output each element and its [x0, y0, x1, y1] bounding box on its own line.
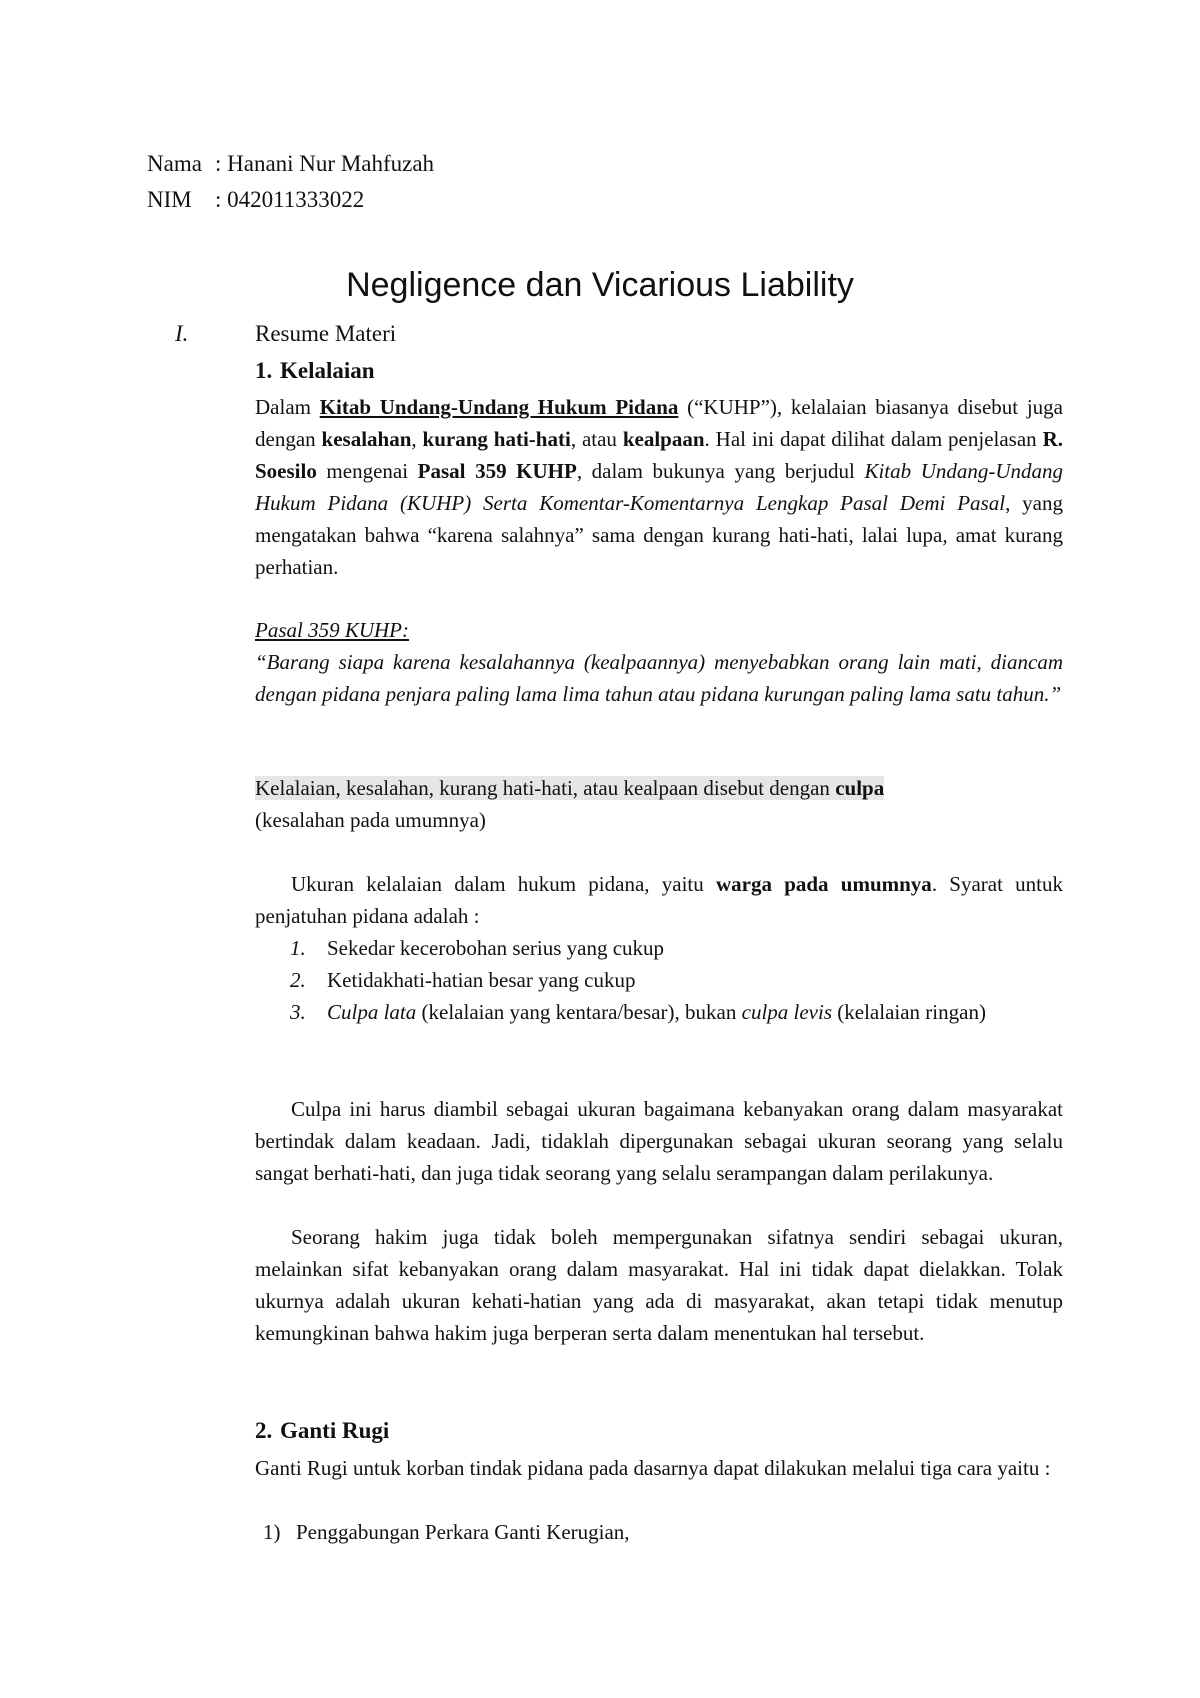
ganti-rugi-paragraph: Ganti Rugi untuk korban tindak pidana pada dasarnya dapat dilakukan melalui tiga cara yaitu :: [255, 1456, 1051, 1480]
book-title: Kitab Undang-Undang Hukum Pidana (KUHP) Serta Komentar-Komentarnya Lengkap Pasal Demi Pasal: [255, 459, 1064, 515]
list-text: Ketidakhati-hatian besar yang cukup: [327, 968, 636, 992]
culpa-lata-term: Culpa lata: [327, 1000, 417, 1024]
ukuran-term: warga pada umumnya: [715, 872, 932, 896]
ukuran-paragraph: [255, 868, 1063, 932]
pasal-quote: “Barang siapa karena kesalahannya (kealpaannya) menyebabkan orang lain mati, diancam dengan pidana penjara paling lama lima tahun atau pidana kurungan paling lama satu tahun.”: [255, 650, 1063, 706]
text-run: (kelalaian yang kentara/besar), bukan: [416, 1000, 742, 1024]
nim-line: [147, 184, 364, 216]
subsection-heading-ganti-rugi: [255, 1415, 389, 1447]
text-run: mengenai: [316, 459, 418, 483]
pasal-reference: Pasal 359 KUHP: [417, 459, 577, 483]
culpa-text-highlight: Kelalaian, kesalahan, kurang hati-hati, atau kealpaan disebut dengan: [255, 776, 836, 800]
list-text: Penggabungan Perkara Ganti Kerugian,: [296, 1520, 630, 1544]
culpa-term: culpa: [835, 776, 885, 800]
nim-label: NIM: [147, 187, 192, 212]
list-number: 2.: [290, 968, 306, 992]
culpa-measure-paragraph: Culpa ini harus diambil sebagai ukuran bagaimana kebanyakan orang dalam masyarakat bertindak dalam keadaan. Jadi, tidaklah dipergunakan sebagai ukuran seorang yang selalu sangat berhati-hati, dan juga tidak seorang yang selalu serampangan dalam perilakunya.: [255, 1097, 1063, 1185]
list-item: [290, 932, 1063, 964]
name-label: Nama: [147, 151, 202, 176]
nim-value: : 042011333022: [215, 187, 365, 212]
list-number: 1.: [290, 936, 306, 960]
list-item: [263, 1516, 630, 1548]
section-title: Resume Materi: [255, 321, 397, 346]
list-text: Sekedar kecerobohan serius yang cukup: [327, 936, 665, 960]
paragraph-kuhp: [255, 391, 1063, 583]
culpa-paragraph: [255, 772, 1063, 836]
term-kesalahan: kesalahan: [321, 427, 412, 451]
text-run: (kelalaian ringan): [832, 1000, 986, 1024]
culpa-definition: (kesalahan pada umumnya): [255, 808, 486, 832]
subsection-title: Ganti Rugi: [280, 1418, 390, 1443]
list-number: 3.: [290, 1000, 306, 1024]
list-number: 1): [263, 1520, 281, 1544]
pasal-label-text: Pasal 359 KUHP:: [255, 618, 409, 642]
text-run: , yang mengatakan bahwa “karena salahnya” sama dengan kurang hati-hati, lalai lupa, amat kurang perhatian.: [255, 491, 1063, 579]
list-item: [290, 964, 1063, 996]
pasal-label: [255, 614, 1063, 646]
text-run: . Syarat untuk penjatuhan pidana adalah :: [255, 872, 1063, 928]
subsection-number: 2.: [255, 1418, 273, 1443]
syarat-list: [290, 932, 1063, 1028]
author-name: R. Soesilo: [255, 427, 1063, 483]
section-number: I.: [175, 321, 189, 346]
section-heading: [175, 318, 396, 350]
name-line: [147, 148, 434, 180]
ganti-rugi-list: [263, 1516, 630, 1548]
page-title: Negligence dan Vicarious Liability: [346, 266, 854, 304]
name-value: : Hanani Nur Mahfuzah: [215, 151, 435, 176]
subsection-number: 1.: [255, 358, 273, 383]
kuhp-term: Kitab Undang-Undang Hukum Pidana: [319, 395, 679, 419]
term-kealpaan: kealpaan: [622, 427, 705, 451]
list-item: [290, 996, 1063, 1028]
text-run: Ukuran kelalaian dalam hukum pidana, yaitu: [291, 872, 716, 896]
subsection-title: Kelalaian: [280, 358, 375, 383]
text-run: (“KUHP”), kelalaian biasanya disebut juga dengan: [255, 395, 1063, 451]
text-run: . Hal ini dapat dilihat dalam penjelasan: [704, 427, 1043, 451]
text-run: ,: [411, 427, 423, 451]
subsection-heading-kelalaian: [255, 355, 375, 387]
term-kurang-hati-hati: kurang hati-hati: [422, 427, 571, 451]
text-run: , dalam bukunya yang berjudul: [576, 459, 865, 483]
text-run: Dalam: [255, 395, 320, 419]
culpa-levis-term: culpa levis: [741, 1000, 833, 1024]
hakim-paragraph: Seorang hakim juga tidak boleh mempergunakan sifatnya sendiri sebagai ukuran, melainkan sifat kebanyakan orang dalam masyarakat. Hal ini tidak dapat dielakkan. Tolak ukurnya adalah ukuran kehati-hatian yang ada di masyarakat, akan tetapi tidak menutup kemungkinan bahwa hakim juga berperan serta dalam menentukan hal tersebut.: [255, 1225, 1063, 1345]
text-run: , atau: [570, 427, 623, 451]
